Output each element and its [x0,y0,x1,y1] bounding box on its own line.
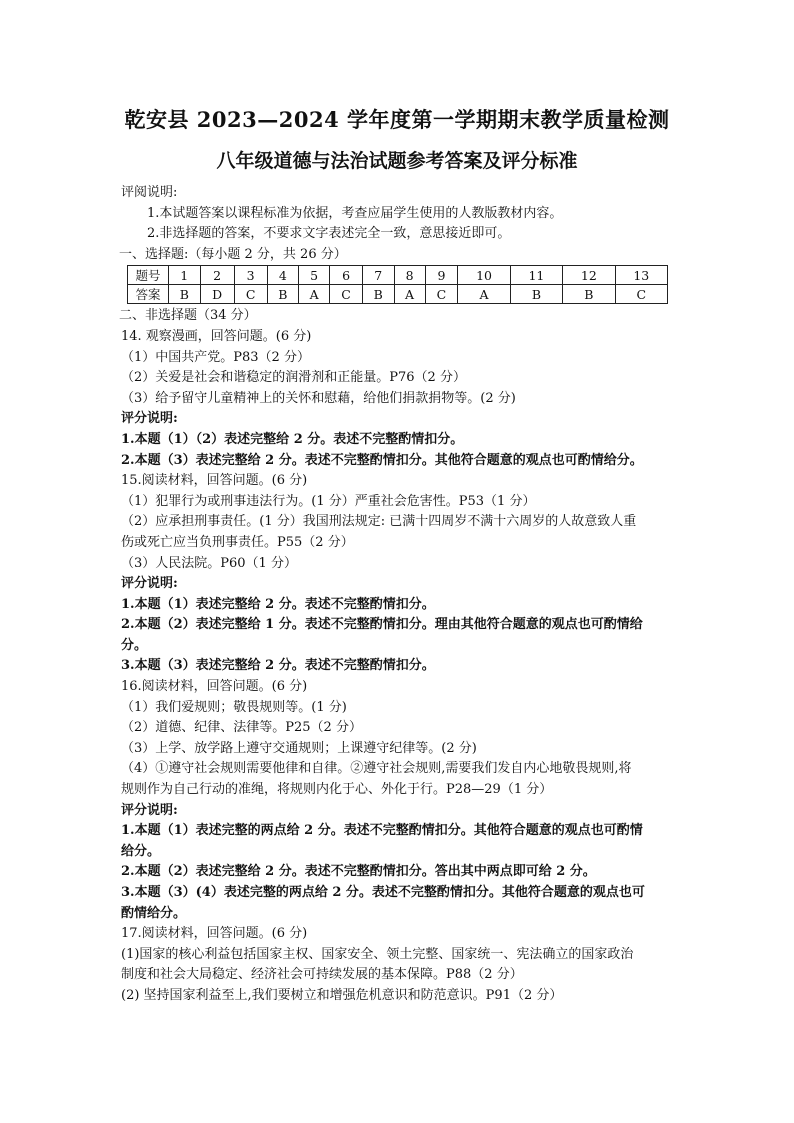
answer-cell: A [299,285,330,304]
answer-cell: B [510,285,562,304]
question-number-cell: 4 [267,266,299,285]
scoring-note-line: 3.本题（3）表述完整给 2 分。表述不完整酌情扣分。 [121,658,435,674]
answer-cell: B [169,285,201,304]
scoring-note-line: 给分。 [121,843,161,859]
answer-cell: C [615,285,667,304]
section1-heading: 一、选择题:（每小题 2 分，共 26 分） [119,246,347,262]
answer-cell: B [563,285,615,304]
answer-line: （1）我们爱规则；敬畏规则等。(1 分) [121,699,347,715]
question-number-cell: 8 [394,266,425,285]
scoring-note-line: 1.本题（1）表述完整的两点给 2 分。表述不完整酌情扣分。其他符合题意的观点也可酌情 [121,823,643,839]
answer-table [127,265,668,304]
answer-line: 14. 观察漫画，回答问题。(6 分) [121,328,312,344]
section2-content [121,327,681,1007]
answer-table-number-row [128,266,668,285]
scoring-note-line: 分。 [121,637,148,653]
answer-line: （3）人民法院。P60（1 分） [121,555,297,571]
answer-line: (1)国家的核心利益包括国家主权、国家安全、领土完整、国家统一、宪法确立的国家政治 [121,946,634,962]
question-number-cell: 13 [615,266,667,285]
question-number-cell: 3 [234,266,267,285]
question-number-cell: 1 [169,266,201,285]
answer-cell: D [200,285,234,304]
answer-line: (2) 坚持国家利益至上,我们要树立和增强危机意识和防范意识。P91（2 分） [121,987,563,1003]
answer-line: 制度和社会大局稳定、经济社会可持续发展的基本保障。P88（2 分） [121,967,523,983]
answer-line: 伤或死亡应当负刑事责任。P55（2 分） [121,534,354,550]
answer-line: （1）中国共产党。P83（2 分） [121,349,310,365]
question-number-cell: 10 [458,266,510,285]
question-number-cell: 7 [362,266,394,285]
answer-cell: A [394,285,425,304]
answer-line: （2）关爱是社会和谐稳定的润滑剂和正能量。P76（2 分） [121,370,466,386]
answer-line: （2）应承担刑事责任。(1 分）我国刑法规定: 已满十四周岁不满十六周岁的人故意致人重 [121,514,637,530]
answer-line: （3）上学、放学路上遵守交通规则；上课遵守纪律等。(2 分) [121,740,477,756]
scoring-note-line: 1.本题（1）表述完整给 2 分。表述不完整酌情扣分。 [121,596,435,612]
answer-line: 规则作为自己行动的准绳，将规则内化于心、外化于行。P28—29（1 分） [121,782,553,798]
section2-heading: 二、非选择题（34 分） [119,308,257,324]
question-number-cell: 11 [510,266,562,285]
answer-cell: C [425,285,458,304]
scoring-note-line: 2.本题（2）表述完整给 1 分。表述不完整酌情扣分。理由其他符合题意的观点也可酌情给 [121,617,643,633]
answer-table-answer-row [128,285,668,304]
answer-cell: B [267,285,299,304]
answer-cell: B [362,285,394,304]
answer-line: （3）给予留守儿童精神上的关怀和慰藉，给他们捐款捐物等。(2 分) [121,390,516,406]
question-number-cell: 12 [563,266,615,285]
answer-line: 16.阅读材料，回答问题。(6 分) [121,679,308,695]
answer-cell: C [234,285,267,304]
scoring-note-line: 评分说明: [121,802,178,818]
answer-line: 15.阅读材料，回答问题。(6 分) [121,473,308,489]
answer-cell: C [330,285,363,304]
answer-line: 17.阅读材料，回答问题。(6 分) [121,926,308,942]
scoring-note-line: 酌情给分。 [121,905,187,921]
scoring-note-line: 3.本题（3）(4）表述完整的两点给 2 分。表述不完整酌情扣分。其他符合题意的观点也可 [121,885,645,900]
question-number-cell: 9 [425,266,458,285]
answer-line: （4）①遵守社会规则需要他律和自律。②遵守社会规则,需要我们发自内心地敬畏规则,将 [121,761,632,777]
question-number-cell: 6 [330,266,363,285]
scoring-note-line: 2.本题（2）表述完整给 2 分。表述不完整酌情扣分。答出其中两点即可给 2 分。 [121,864,596,880]
intro-heading: 评阅说明: [121,185,178,200]
scoring-note-line: 2.本题（3）表述完整给 2 分。表述不完整酌情扣分。其他符合题意的观点也可酌情给分。 [121,452,643,468]
answer-cell: A [458,285,510,304]
document-title: 乾安县 2023—2024 学年度第一学期期末教学质量检测 [124,107,670,132]
intro-item: 2.非选择题的答案，不要求文字表述完全一致，意思接近即可。 [147,226,511,242]
scoring-note-line: 评分说明: [121,411,178,427]
document-subtitle: 八年级道德与法治试题参考答案及评分标准 [216,150,578,172]
answer-line: （2）道德、纪律、法律等。P25（2 分） [121,720,362,736]
question-number-cell: 5 [299,266,330,285]
answer-line: （1）犯罪行为或刑事违法行为。(1 分）严重社会危害性。P53（1 分） [121,493,536,509]
question-number-cell: 2 [200,266,234,285]
scoring-note-line: 评分说明: [121,576,178,592]
scoring-note-line: 1.本题（1）（2）表述完整给 2 分。表述不完整酌情扣分。 [121,431,464,447]
document-body [121,183,681,1007]
row-label-number: 题号 [128,266,169,285]
intro-item: 1.本试题答案以课程标准为依据，考查应届学生使用的人教版教材内容。 [147,205,563,221]
row-label-answer: 答案 [128,285,169,304]
